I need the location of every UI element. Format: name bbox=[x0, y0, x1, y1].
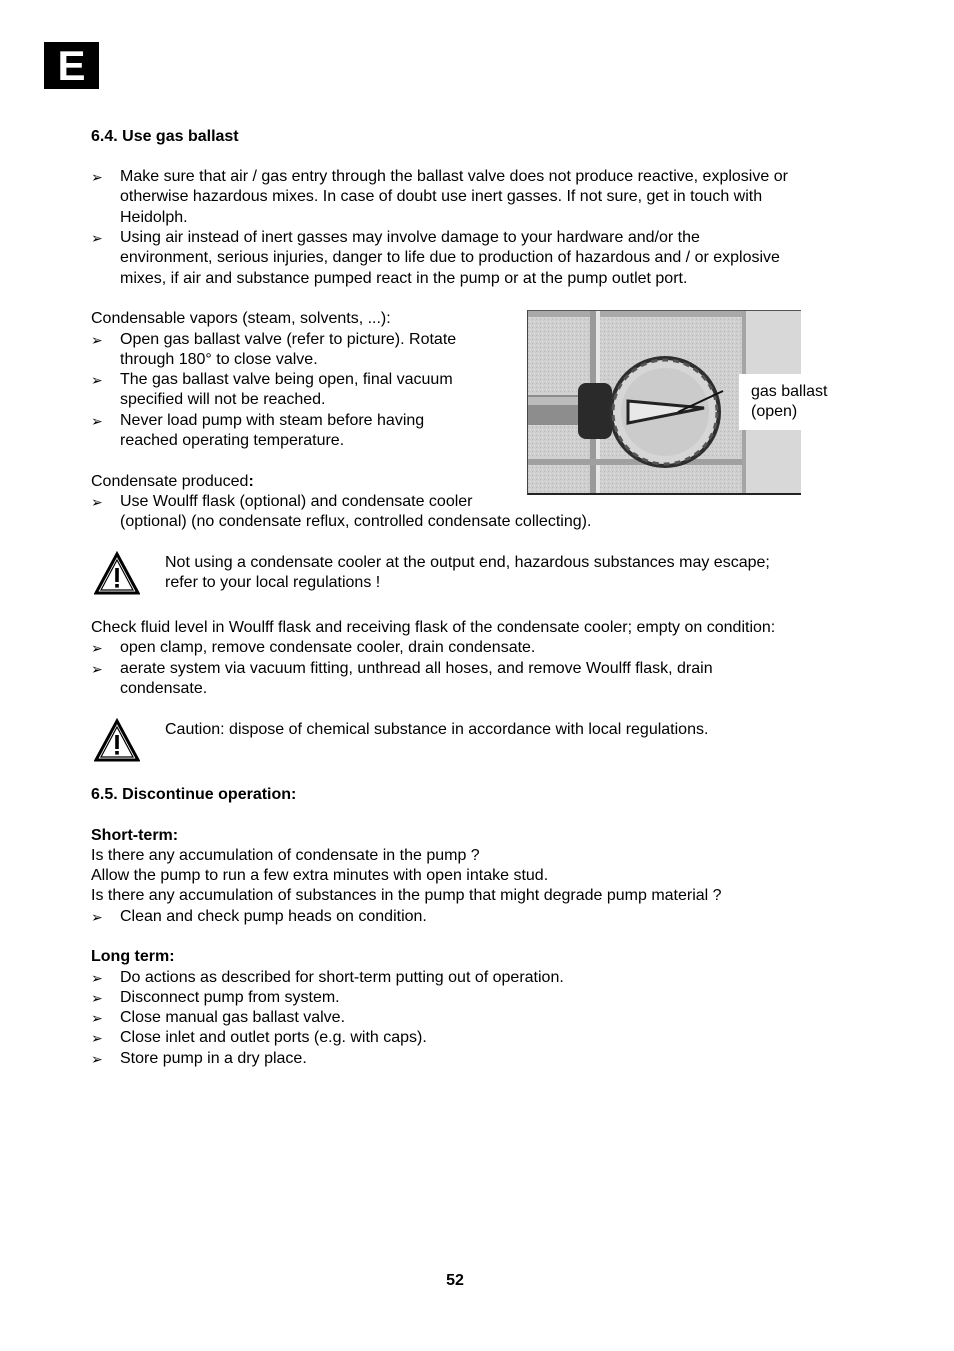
bullet-marker: ➢ bbox=[91, 1051, 103, 1067]
check-open-clamp: open clamp, remove condensate cooler, drain condensate. bbox=[120, 639, 536, 656]
condensable-vapors-label: Condensable vapors (steam, solvents, ...): bbox=[91, 310, 391, 327]
photo-label-line-1: gas ballast bbox=[751, 383, 828, 400]
warning-1-line-1: Not using a condensate cooler at the output end, hazardous substances may escape; bbox=[165, 554, 770, 571]
check-aerate-line-2: condensate. bbox=[120, 680, 208, 697]
bullet-marker: ➢ bbox=[91, 494, 103, 510]
bullet-marker: ➢ bbox=[91, 413, 103, 429]
short-term-line-1: Is there any accumulation of condensate in the pump ? bbox=[91, 847, 480, 864]
cv-steam-line-1: Never load pump with steam before having bbox=[120, 412, 425, 429]
bullet-air-instead-line-2: environment, serious injuries, danger to life due to production of hazardous and / or explosive bbox=[120, 249, 780, 266]
photo-callout-box bbox=[739, 374, 828, 430]
bullet-marker: ➢ bbox=[91, 1030, 103, 1046]
page-number: 52 bbox=[446, 1272, 464, 1289]
warning-2-text: Caution: dispose of chemical substance in accordance with local regulations. bbox=[165, 721, 709, 738]
long-term-item: Close inlet and outlet ports (e.g. with caps). bbox=[120, 1029, 427, 1046]
bullet-ballast-entry-line-2: otherwise hazardous mixes. In case of doubt use inert gasses. If not sure, get in touch with bbox=[120, 188, 763, 205]
bullet-marker: ➢ bbox=[91, 909, 103, 925]
long-term-heading: Long term: bbox=[91, 948, 175, 965]
bullet-marker: ➢ bbox=[91, 990, 103, 1006]
cp-woulff-line-2: (optional) (no condensate reflux, controlled condensate collecting). bbox=[120, 513, 592, 530]
cv-final-vacuum-line-2: specified will not be reached. bbox=[120, 391, 326, 408]
bullet-air-instead-line-1: Using air instead of inert gasses may involve damage to your hardware and/or the bbox=[120, 229, 700, 246]
bullet-ballast-entry-line-1: Make sure that air / gas entry through the ballast valve does not produce reactive, explosive or bbox=[120, 168, 788, 185]
gas-ballast-valve-photo bbox=[527, 310, 828, 495]
bullet-air-instead-line-3: mixes, if air and substance pumped react in the pump or at the pump outlet port. bbox=[120, 270, 688, 287]
check-aerate-line-1: aerate system via vacuum fitting, unthread all hoses, and remove Woulff flask, drain bbox=[120, 660, 713, 677]
section-heading-6-5: 6.5. Discontinue operation: bbox=[91, 786, 297, 803]
warning-triangle-icon bbox=[94, 551, 140, 595]
section-tag: E bbox=[44, 42, 99, 89]
warning-1-line-2: refer to your local regulations ! bbox=[165, 574, 381, 591]
bullet-marker: ➢ bbox=[91, 372, 103, 388]
long-term-item: Disconnect pump from system. bbox=[120, 989, 340, 1006]
bullet-ballast-entry-line-3: Heidolph. bbox=[120, 209, 188, 226]
cp-woulff-line-1: Use Woulff flask (optional) and condensate cooler bbox=[120, 493, 473, 510]
condensate-produced-label: Condensate produced: bbox=[91, 473, 254, 490]
bullet-marker: ➢ bbox=[91, 230, 103, 246]
bullet-marker: ➢ bbox=[91, 970, 103, 986]
warning-triangle-icon bbox=[94, 718, 140, 762]
bullet-marker: ➢ bbox=[91, 661, 103, 677]
long-term-item: Do actions as described for short-term putting out of operation. bbox=[120, 969, 564, 986]
photo-label-line-2: (open) bbox=[751, 403, 798, 420]
long-term-item: Store pump in a dry place. bbox=[120, 1050, 307, 1067]
section-heading-6-4: 6.4. Use gas ballast bbox=[91, 128, 239, 145]
bullet-marker: ➢ bbox=[91, 640, 103, 656]
short-term-line-2: Allow the pump to run a few extra minutes with open intake stud. bbox=[91, 867, 549, 884]
cv-steam-line-2: reached operating temperature. bbox=[120, 432, 345, 449]
bullet-marker: ➢ bbox=[91, 332, 103, 348]
bullet-marker: ➢ bbox=[91, 169, 103, 185]
short-term-line-3: Is there any accumulation of substances in the pump that might degrade pump material ? bbox=[91, 887, 722, 904]
long-term-item: Close manual gas ballast valve. bbox=[120, 1009, 346, 1026]
check-fluid-level: Check fluid level in Woulff flask and receiving flask of the condensate cooler; empty on condition: bbox=[91, 619, 776, 636]
cv-final-vacuum-line-1: The gas ballast valve being open, final vacuum bbox=[120, 371, 453, 388]
cv-open-valve-line-2: through 180° to close valve. bbox=[120, 351, 318, 368]
cv-open-valve-line-1: Open gas ballast valve (refer to picture). Rotate bbox=[120, 331, 457, 348]
bullet-marker: ➢ bbox=[91, 1010, 103, 1026]
short-term-bullet: Clean and check pump heads on condition. bbox=[120, 908, 427, 925]
short-term-heading: Short-term: bbox=[91, 827, 179, 844]
